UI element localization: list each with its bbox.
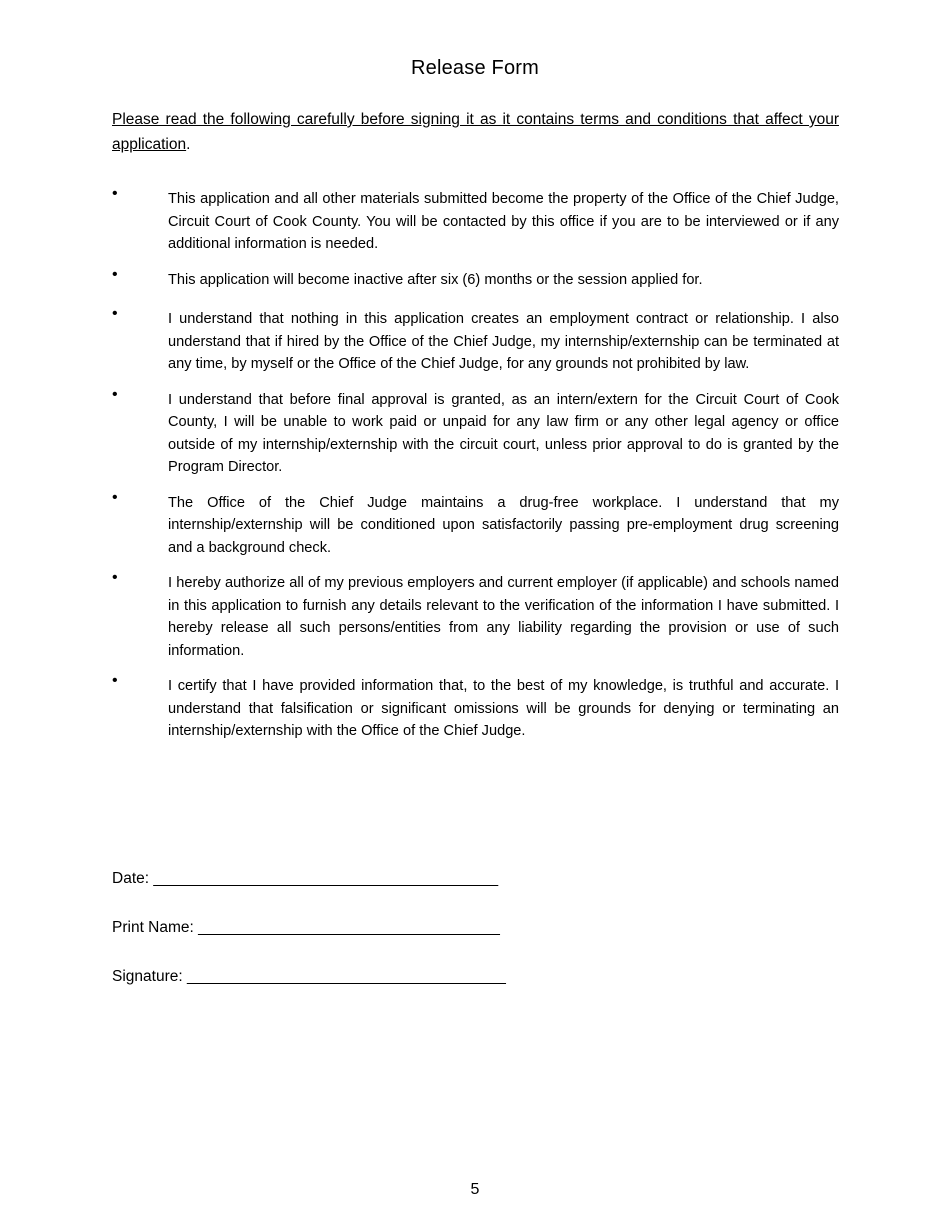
bullet-icon: • [112,672,118,689]
term-item [112,385,839,479]
term-item [112,672,839,743]
intro-paragraph [112,107,839,157]
bullet-icon: • [112,265,118,283]
term-item [112,185,839,256]
term-text: I understand that nothing in this application creates an employment contract or relationship. I also understand that if hired by the Office of the Chief Judge, my internship/externship can be terminated at any time, by myself or the Office of the Chief Judge, for any grounds not prohibited by law. [168,311,839,372]
bullet-icon: • [112,569,118,586]
term-text: The Office of the Chief Judge maintains a drug-free workplace. I understand that my internship/externship will be conditioned upon satisfactorily passing pre-employment drug screening and a background check. [168,494,839,556]
page-number: 5 [470,1181,480,1198]
term-text: I understand that before final approval is granted, as an intern/extern for the Circuit Court of Cook County, I will be unable to work paid or unpaid for any law firm or any other legal agency or office outside of my internship/externship with the circuit court, unless prior approval to do is granted by the Program Director. [168,391,839,475]
bullet-icon: • [112,305,118,322]
intro-underlined-text: Please read the following carefully before signing it as it contains terms and conditions that affect your application [112,111,839,153]
print-name-field[interactable]: Print Name: ___________________________________ [112,919,500,936]
term-item [112,305,839,376]
bullet-icon: • [112,185,118,202]
term-text: I certify that I have provided information that, to the best of my knowledge, is truthful and accurate. I understand that falsification or significant omissions will be grounds for denying or terminating an internship/externship with the Office of the Chief Judge. [168,678,839,739]
page-title: Release Form [411,57,539,79]
bullet-icon: • [112,488,118,506]
intro-period: . [186,136,191,153]
bullet-icon: • [112,385,118,403]
signature-field[interactable]: Signature: _____________________________________ [112,968,506,985]
term-text: This application and all other materials submitted become the property of the Office of the Chief Judge, Circuit Court of Cook County. You will be contacted by this office if you are to be interviewed or if any additional information is needed. [168,191,839,252]
term-item [112,265,839,292]
terms-list [112,185,839,743]
term-text: I hereby authorize all of my previous employers and current employer (if applicable) and schools named in this application to furnish any details relevant to the verification of the information I have submitted. I hereby release all such persons/entities from any liability regarding the provision or use of such information. [168,575,839,659]
term-item [112,569,839,662]
term-text: This application will become inactive after six (6) months or the session applied for. [168,271,703,288]
term-item [112,488,839,560]
date-field[interactable]: Date: ________________________________________ [112,870,499,887]
